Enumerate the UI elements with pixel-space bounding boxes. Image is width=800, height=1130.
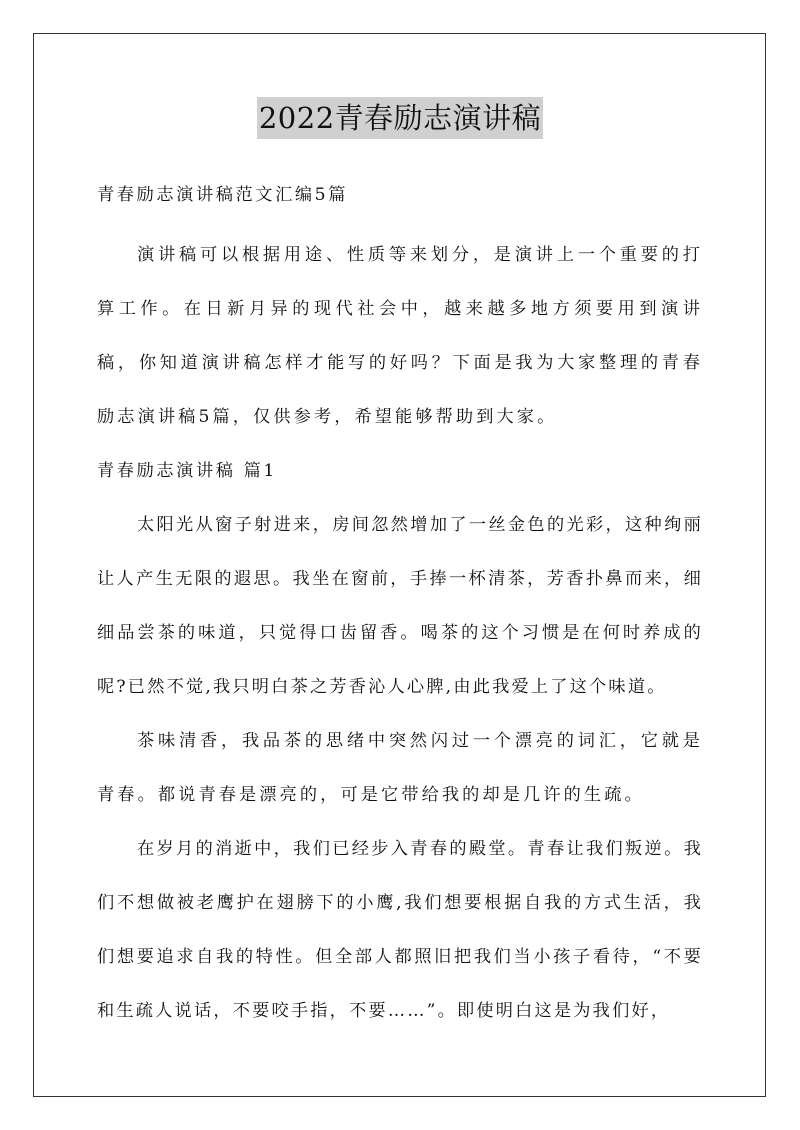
body-paragraph: 茶味清香，我品茶的思绪中突然闪过一个漂亮的词汇，它就是青春。都说青春是漂亮的，可是它带给我的却是几许的生疏。	[97, 731, 703, 805]
section-heading: 青春励志演讲稿 篇1	[97, 461, 277, 481]
title-container	[0, 97, 800, 139]
document-title: 2022青春励志演讲稿	[257, 97, 543, 139]
document-body	[97, 168, 703, 1038]
body-paragraph: 在岁月的消逝中，我们已经步入青春的殿堂。青春让我们叛逆。我们不想做被老鹰护在翅膀下的小鹰,我们想要根据自我的方式生活，我们想要追求自我的特性。但全部人都照旧把我们当小孩子看待，“不要和生疏人说话，不要咬手指，不要……”。即使明白这是为我们好，	[97, 839, 703, 1021]
document-subtitle: 青春励志演讲稿范文汇编5篇	[97, 185, 348, 205]
intro-paragraph: 演讲稿可以根据用途、性质等来划分，是演讲上一个重要的打算工作。在日新月异的现代社会中，越来越多地方须要用到演讲稿，你知道演讲稿怎样才能写的好吗？下面是我为大家整理的青春励志演讲稿5篇，仅供参考，希望能够帮助到大家。	[97, 245, 703, 427]
body-paragraph: 太阳光从窗子射进来，房间忽然增加了一丝金色的光彩，这种绚丽让人产生无限的遐思。我坐在窗前，手捧一杯清茶，芳香扑鼻而来，细细品尝茶的味道，只觉得口齿留香。喝茶的这个习惯是在何时养成的呢?已然不觉,我只明白茶之芳香沁人心脾,由此我爱上了这个味道。	[97, 515, 703, 697]
